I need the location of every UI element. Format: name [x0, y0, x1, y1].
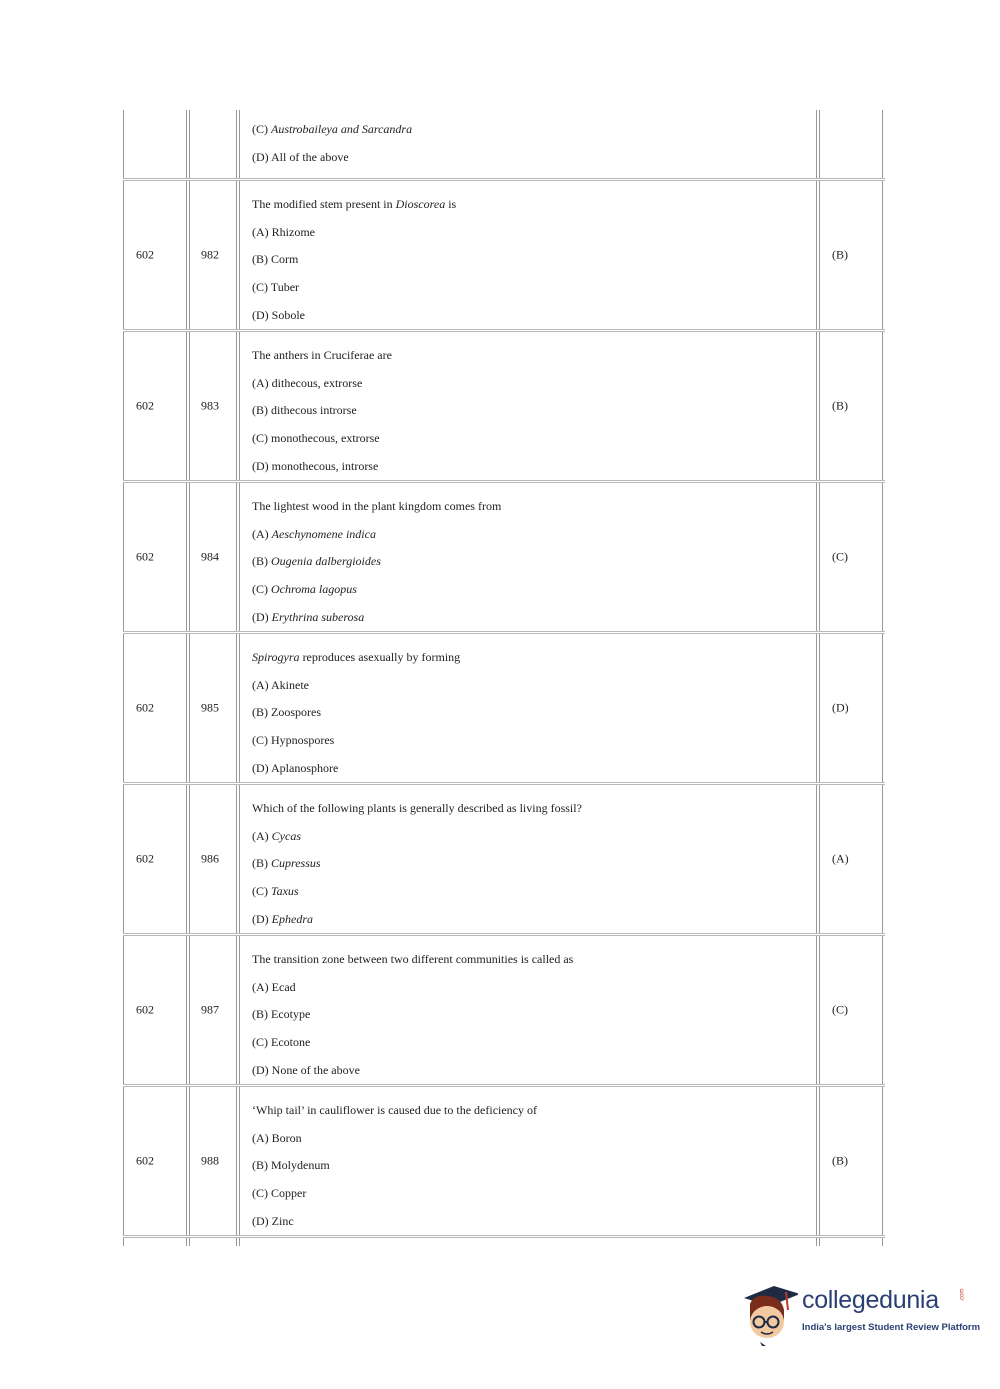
table-row: [123, 785, 885, 936]
question-cell: [239, 785, 817, 933]
text-segment: (C) Hypnospores: [252, 733, 335, 748]
text-segment: (D) None of the above: [252, 1062, 360, 1077]
option-line: [252, 727, 804, 755]
text-segment: (A): [252, 526, 272, 541]
question-number: 988: [201, 1153, 219, 1168]
question-number: 984: [201, 549, 219, 564]
text-segment: The lightest wood in the plant kingdom comes from: [252, 499, 502, 513]
question-stem: [252, 342, 804, 370]
table-row: [123, 936, 885, 1087]
text-segment: (D) Zinc: [252, 1213, 294, 1228]
text-segment: (A): [252, 828, 272, 843]
paper-code-cell: [123, 634, 187, 782]
question-stem: [252, 946, 804, 974]
question-number: 987: [201, 1002, 219, 1017]
question-number-cell: [189, 785, 237, 933]
option-line: [252, 370, 804, 398]
answer-key: (B): [832, 1153, 848, 1168]
question-number-cell: [189, 110, 237, 178]
question-stem: [252, 493, 804, 521]
italic-text: Cupressus: [271, 856, 321, 871]
text-segment: (A) dithecous, extrorse: [252, 375, 363, 390]
table-row-stub: [123, 1238, 885, 1246]
text-segment: (C) monothecous, extrorse: [252, 431, 380, 446]
answer-key: (C): [832, 549, 848, 564]
collegedunia-logo: [740, 1280, 981, 1350]
text-segment: (A) Akinete: [252, 677, 309, 692]
text-segment: (D): [252, 911, 272, 926]
text-segment: (A) Boron: [252, 1130, 302, 1145]
italic-text: Ochroma lagopus: [271, 582, 357, 597]
table-row: [123, 181, 885, 332]
paper-code-cell: [123, 936, 187, 1084]
table-row: [123, 1087, 885, 1238]
text-segment: (A) Ecad: [252, 979, 296, 994]
italic-text: Taxus: [271, 884, 299, 899]
option-line: [252, 906, 804, 934]
text-segment: (C) Tuber: [252, 280, 300, 295]
option-line: [252, 823, 804, 851]
option-line: [252, 576, 804, 604]
question-number-cell: [189, 332, 237, 480]
question-number-cell: [189, 634, 237, 782]
question-cell: [239, 1238, 817, 1246]
question-text: [240, 483, 816, 632]
answer-cell: [819, 181, 883, 329]
text-segment: (C): [252, 122, 271, 136]
paper-code: 602: [136, 1153, 154, 1168]
text-segment: (D): [252, 609, 272, 624]
text-segment: (C) Copper: [252, 1186, 307, 1201]
option-line: [252, 699, 804, 727]
text-segment: (D) monothecous, introrse: [252, 458, 379, 473]
question-text: [240, 936, 816, 1085]
option-line: [252, 850, 804, 878]
question-text: [240, 634, 816, 783]
answer-key: (A): [832, 851, 849, 866]
answer-cell: [819, 936, 883, 1084]
question-number: 983: [201, 398, 219, 413]
mascot-icon: [740, 1280, 798, 1346]
italic-text: Ephedra: [271, 911, 313, 926]
text-segment: (C): [252, 582, 271, 597]
text-segment: The transition zone between two different communities is called as: [252, 952, 574, 966]
answer-cell: [819, 785, 883, 933]
table-row-continued: [123, 110, 885, 181]
option-line: [252, 1152, 804, 1180]
paper-code: 602: [136, 247, 154, 262]
option-line: [252, 878, 804, 906]
option-line: [252, 1029, 804, 1057]
question-number: 982: [201, 247, 219, 262]
option-line: [252, 302, 804, 330]
question-cell: [239, 1087, 817, 1235]
question-text: [240, 110, 816, 171]
answer-cell: [819, 110, 883, 178]
text-segment: (D) All of the above: [252, 149, 349, 164]
question-number: 986: [201, 851, 219, 866]
option-line: [252, 755, 804, 783]
option-line: [252, 1208, 804, 1236]
paper-code-cell: [123, 785, 187, 933]
text-segment: Which of the following plants is generally described as living fossil?: [252, 801, 582, 815]
answer-cell: [819, 1087, 883, 1235]
option-line: [252, 274, 804, 302]
text-segment: (A) Rhizome: [252, 224, 315, 239]
italic-text: Erythrina suberosa: [271, 609, 365, 624]
brand-name: collegedunia: [802, 1286, 939, 1314]
paper-code: 602: [136, 398, 154, 413]
question-text: [240, 332, 816, 481]
answer-key: (C): [832, 1002, 848, 1017]
italic-text: Dioscorea: [395, 197, 446, 211]
text-segment: (B) Ecotype: [252, 1007, 311, 1022]
question-number-cell: [189, 1238, 237, 1246]
question-cell: [239, 936, 817, 1084]
italic-text: Spirogyra: [252, 650, 300, 664]
question-stem: [252, 191, 804, 219]
paper-code: 602: [136, 851, 154, 866]
question-cell: [239, 110, 817, 178]
text-segment: The anthers in Cruciferae are: [252, 348, 392, 362]
text-segment: (B) Molydenum: [252, 1158, 330, 1173]
text-segment: (D) Aplanosphore: [252, 760, 339, 775]
text-segment: (B) Zoospores: [252, 705, 321, 720]
text-segment: (B): [252, 856, 271, 871]
table-row: [123, 332, 885, 483]
question-text: [240, 785, 816, 934]
answer-key: (B): [832, 398, 848, 413]
option-line: [252, 548, 804, 576]
text-segment: ‘Whip tail’ in cauliflower is caused due to the deficiency of: [252, 1103, 537, 1117]
option-line: [252, 604, 804, 632]
paper-code: 602: [136, 549, 154, 564]
paper-code-cell: [123, 110, 187, 178]
question-table: [123, 110, 885, 1246]
option-line: [252, 219, 804, 247]
question-cell: [239, 483, 817, 631]
option-line: [252, 1057, 804, 1085]
question-number-cell: [189, 1087, 237, 1235]
option-line: [252, 1125, 804, 1153]
option-line: [252, 1001, 804, 1029]
paper-code-cell: [123, 483, 187, 631]
text-segment: reproduces asexually by forming: [299, 650, 461, 664]
text-segment: (B): [252, 554, 271, 569]
answer-cell: [819, 483, 883, 631]
option-line: [252, 1180, 804, 1208]
answer-key: (B): [832, 247, 848, 262]
option-line: [252, 672, 804, 700]
paper-code-cell: [123, 1087, 187, 1235]
italic-text: Aeschynomene indica: [271, 526, 376, 541]
text-segment: (C): [252, 884, 271, 899]
question-cell: [239, 332, 817, 480]
question-number-cell: [189, 483, 237, 631]
question-stem: [252, 1097, 804, 1125]
question-cell: [239, 181, 817, 329]
brand-suffix: .com: [959, 1288, 966, 1302]
italic-text: Ougenia dalbergioides: [271, 554, 381, 569]
text-segment: (C) Ecotone: [252, 1035, 311, 1050]
table-row: [123, 634, 885, 785]
text-segment: (D) Sobole: [252, 307, 305, 322]
answer-cell: [819, 332, 883, 480]
question-number: 985: [201, 700, 219, 715]
italic-text: Austrobaileya and Sarcandra: [271, 122, 413, 136]
question-stem: [252, 795, 804, 823]
option-line: [252, 246, 804, 274]
text-segment: is: [445, 197, 457, 211]
italic-text: Cycas: [271, 828, 301, 843]
table-row: [123, 483, 885, 634]
answer-cell: [819, 1238, 883, 1246]
option-line: [252, 144, 804, 172]
paper-code-cell: [123, 1238, 187, 1246]
option-line: [252, 116, 804, 144]
question-number-cell: [189, 936, 237, 1084]
answer-cell: [819, 634, 883, 782]
paper-code-cell: [123, 181, 187, 329]
option-line: [252, 974, 804, 1002]
text-segment: The modified stem present in: [252, 197, 396, 211]
option-line: [252, 453, 804, 481]
question-text: [240, 181, 816, 330]
question-text: [240, 1087, 816, 1236]
paper-code-cell: [123, 332, 187, 480]
option-line: [252, 425, 804, 453]
paper-code: 602: [136, 700, 154, 715]
question-cell: [239, 634, 817, 782]
option-line: [252, 397, 804, 425]
brand-tagline: India's largest Student Review Platform: [802, 1322, 981, 1333]
question-number-cell: [189, 181, 237, 329]
option-line: [252, 521, 804, 549]
answer-key: (D): [832, 700, 849, 715]
text-segment: (B) dithecous introrse: [252, 403, 357, 418]
paper-code: 602: [136, 1002, 154, 1017]
question-stem: [252, 644, 804, 672]
text-segment: (B) Corm: [252, 252, 299, 267]
